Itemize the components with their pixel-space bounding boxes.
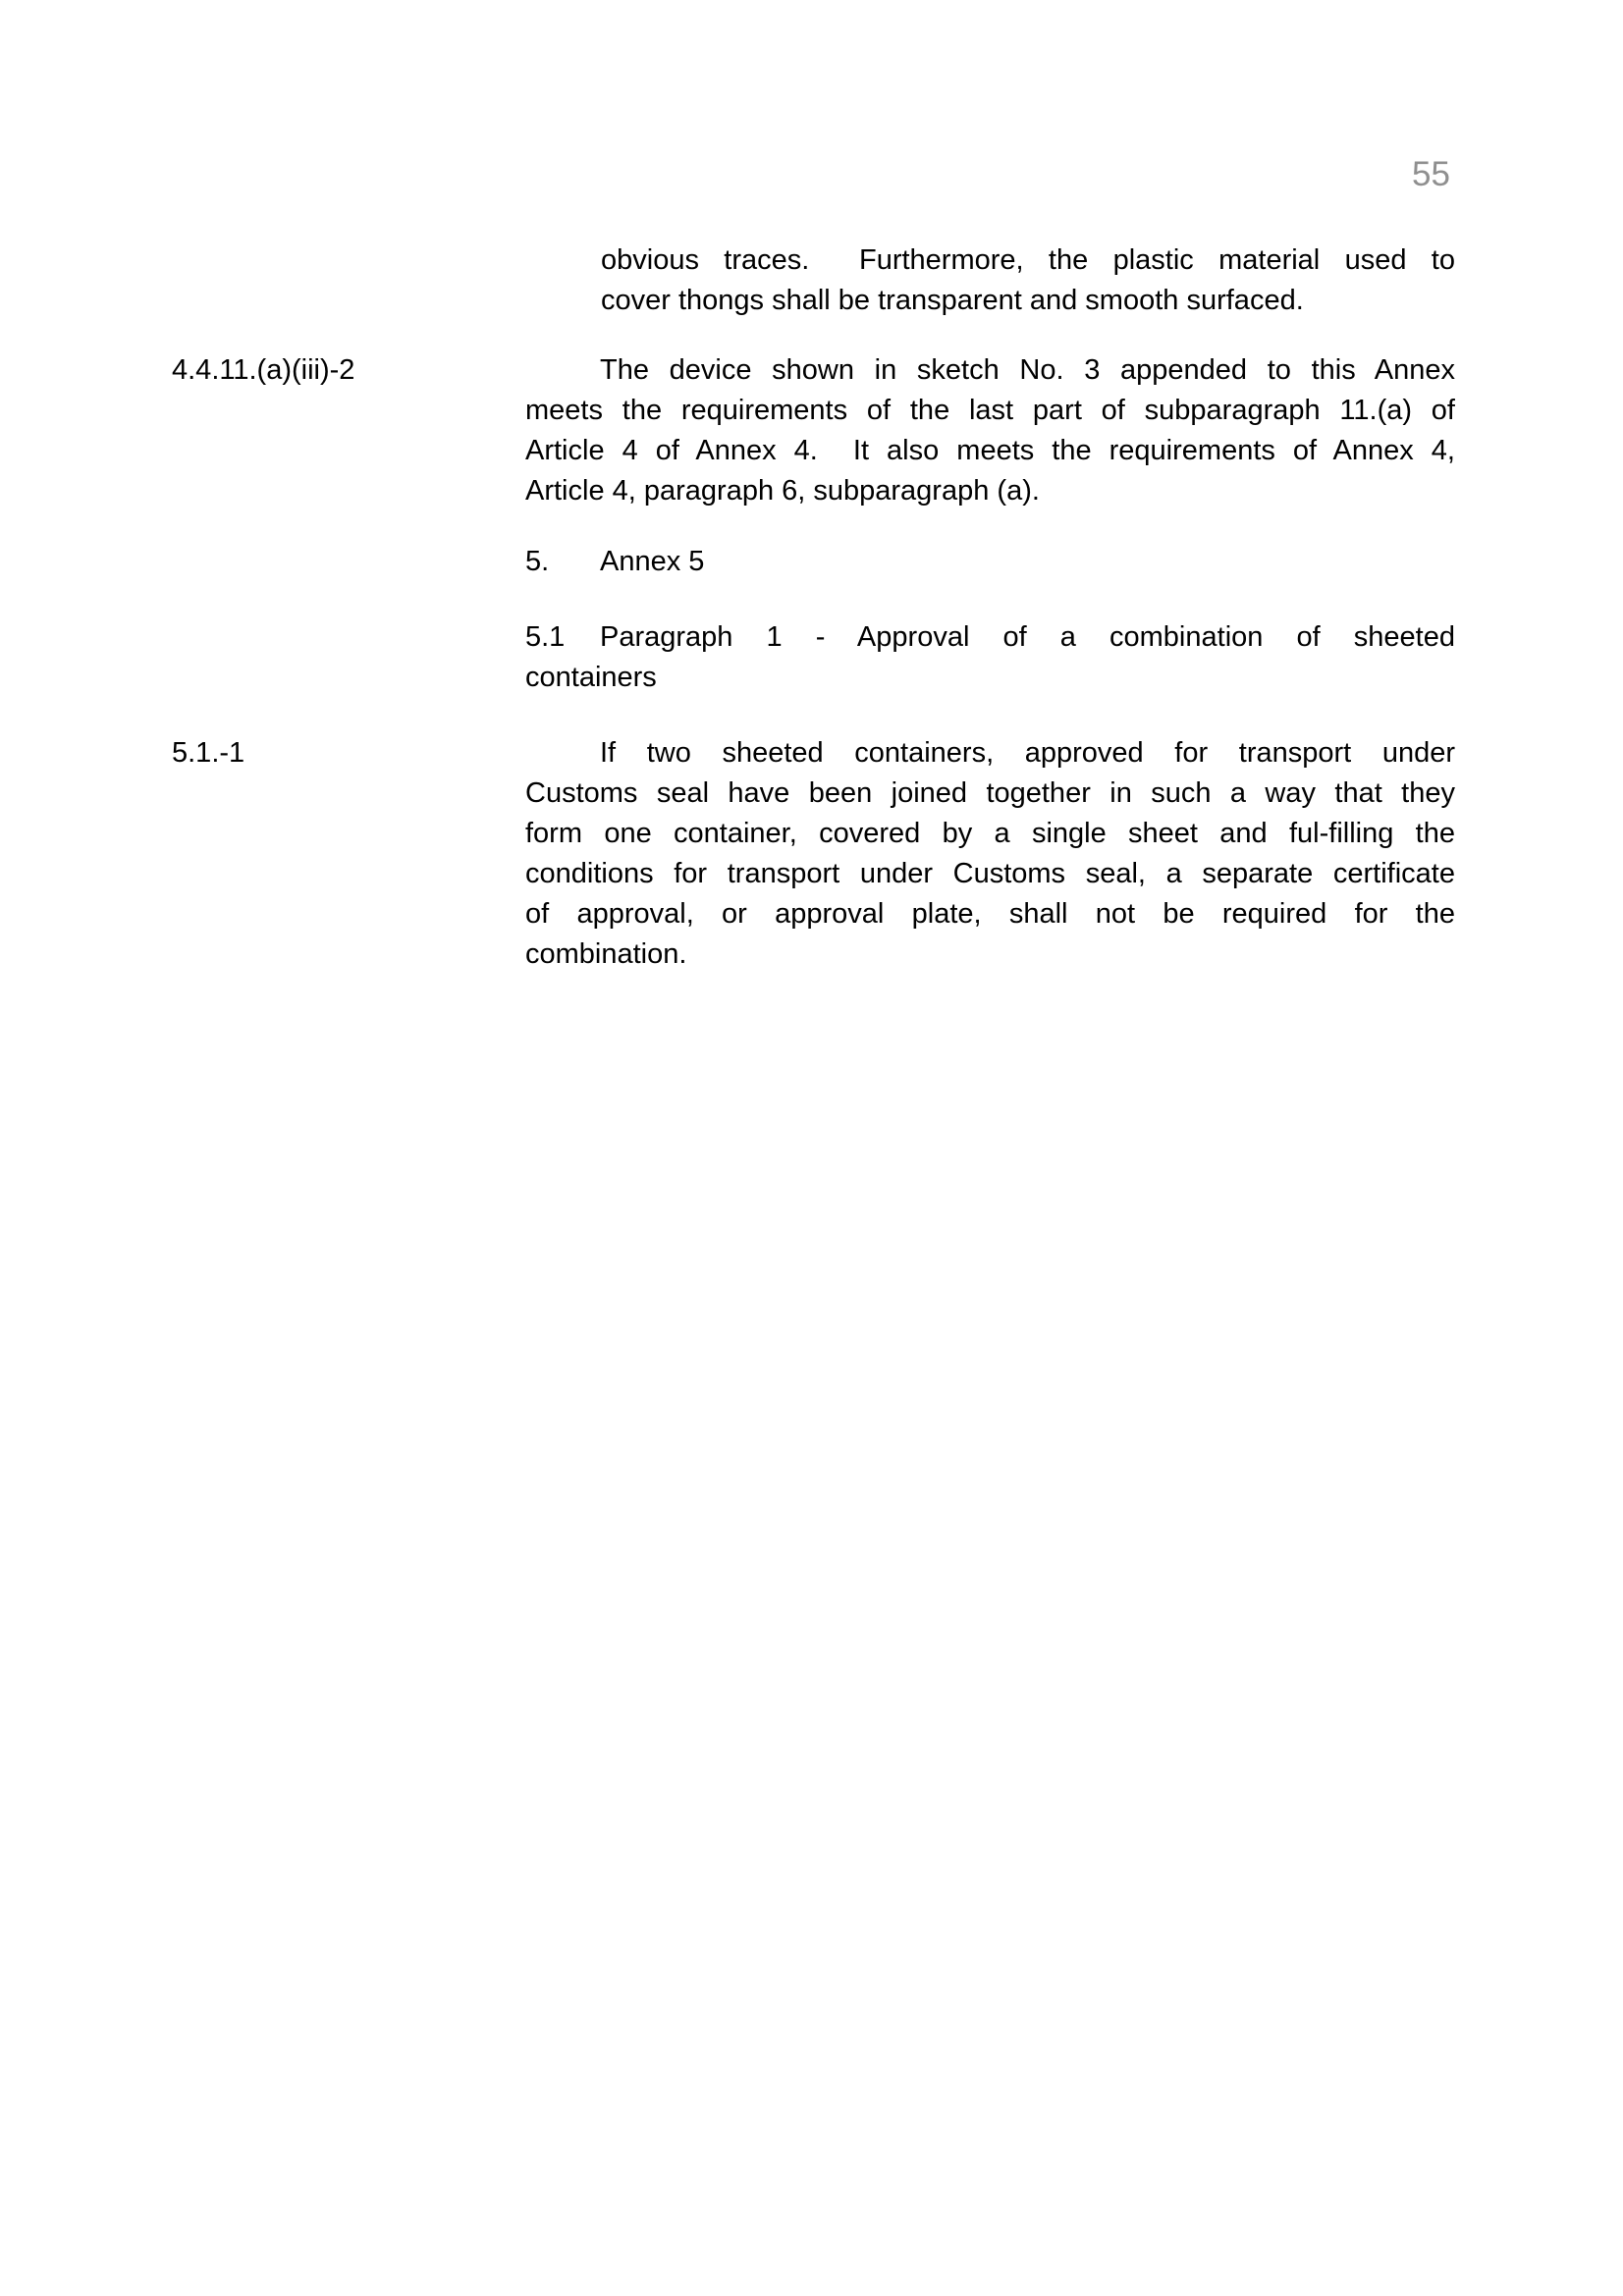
text-line: If two sheeted containers, approved for transport under xyxy=(600,737,1455,769)
heading-number: 5. xyxy=(525,546,550,577)
margin-label: 4.4.11.(a)(iii)-2 xyxy=(172,354,355,386)
paragraph-continuation xyxy=(601,240,1455,321)
paragraph-4-4-11-a-iii-2 xyxy=(525,350,1455,511)
heading-paragraph-1 xyxy=(525,617,1455,698)
text-line: The device shown in sketch No. 3 appended to this Annex xyxy=(600,354,1455,386)
heading-line xyxy=(525,542,1455,582)
text-line: obvious traces. Furthermore, the plastic material used to xyxy=(601,244,1455,276)
text-line: of approval, or approval plate, shall not be required for the xyxy=(525,898,1455,930)
heading-text: Annex 5 xyxy=(600,546,705,577)
text-line: meets the requirements of the last part of subparagraph 11.(a) of xyxy=(525,395,1455,426)
text-line: Article 4, paragraph 6, subparagraph (a). xyxy=(525,475,1040,507)
text-line: Article 4 of Annex 4. It also meets the requirements of Annex 4, xyxy=(525,435,1455,466)
heading-number: 5.1 xyxy=(525,621,566,653)
margin-label: 5.1.-1 xyxy=(172,737,245,769)
text-line: combination. xyxy=(525,938,687,970)
text-line: form one container, covered by a single sheet and ful-filling the xyxy=(525,818,1455,849)
page-number: 55 xyxy=(1412,155,1450,193)
heading-annex-5 xyxy=(525,542,1455,582)
text-line: Customs seal have been joined together in such a way that they xyxy=(525,777,1455,809)
heading-text: Paragraph 1 - Approval of a combination of sheeted xyxy=(600,621,1455,653)
paragraph-5-1-1 xyxy=(525,733,1455,975)
text-line: conditions for transport under Customs seal, a separate certificate xyxy=(525,858,1455,889)
heading-line xyxy=(525,617,1455,658)
heading-line: containers xyxy=(525,662,657,693)
text-line: cover thongs shall be transparent and smooth surfaced. xyxy=(601,285,1304,316)
